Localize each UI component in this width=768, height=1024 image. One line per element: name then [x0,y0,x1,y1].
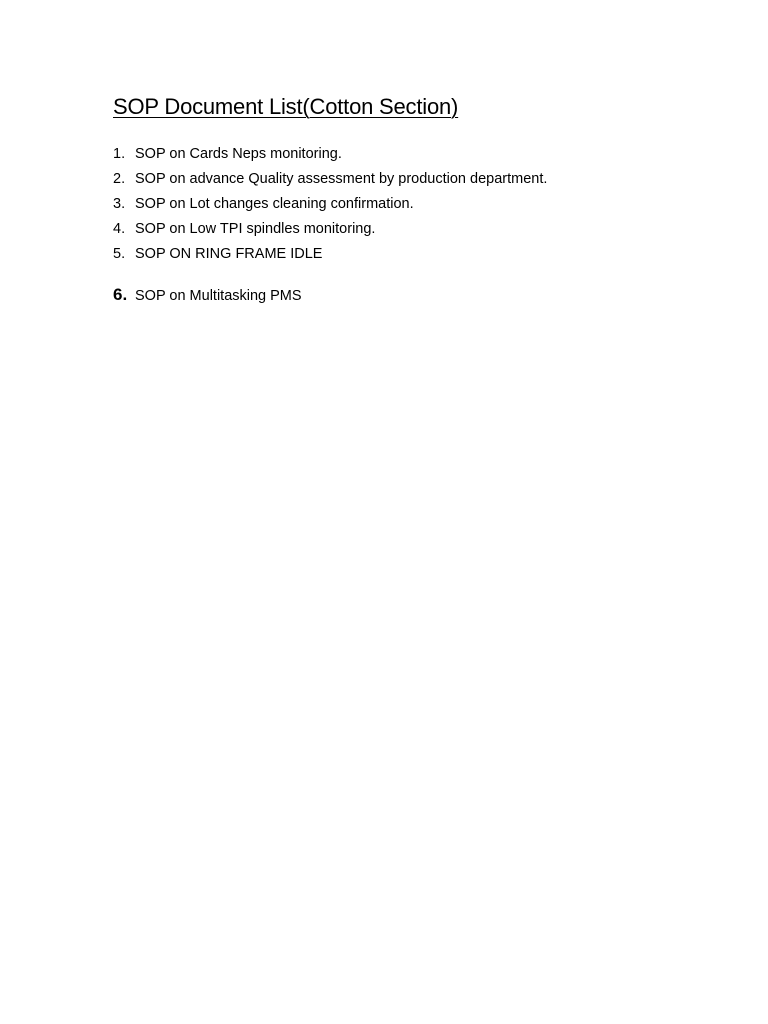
item-text: SOP on Cards Neps monitoring. [135,146,342,162]
item-number: 2. [113,171,126,187]
item-text: SOP on Low TPI spindles monitoring. [135,221,376,237]
list-item [113,285,547,310]
item-number: 4. [113,221,126,237]
list-item [113,219,547,244]
item-number: 5. [113,246,126,262]
item-text: SOP on advance Quality assessment by production department. [135,171,548,187]
item-text: SOP on Multitasking PMS [135,288,302,304]
list-item [113,194,547,219]
document-title: SOP Document List(Cotton Section) [113,94,459,119]
item-number: 6. [113,285,128,304]
item-number: 3. [113,196,126,212]
list-item [113,244,547,269]
list-item [113,144,547,169]
item-text: SOP ON RING FRAME IDLE [135,246,323,262]
item-number: 1. [113,146,126,162]
list-item [113,169,547,194]
item-text: SOP on Lot changes cleaning confirmation. [135,196,414,212]
sop-list [113,144,547,310]
